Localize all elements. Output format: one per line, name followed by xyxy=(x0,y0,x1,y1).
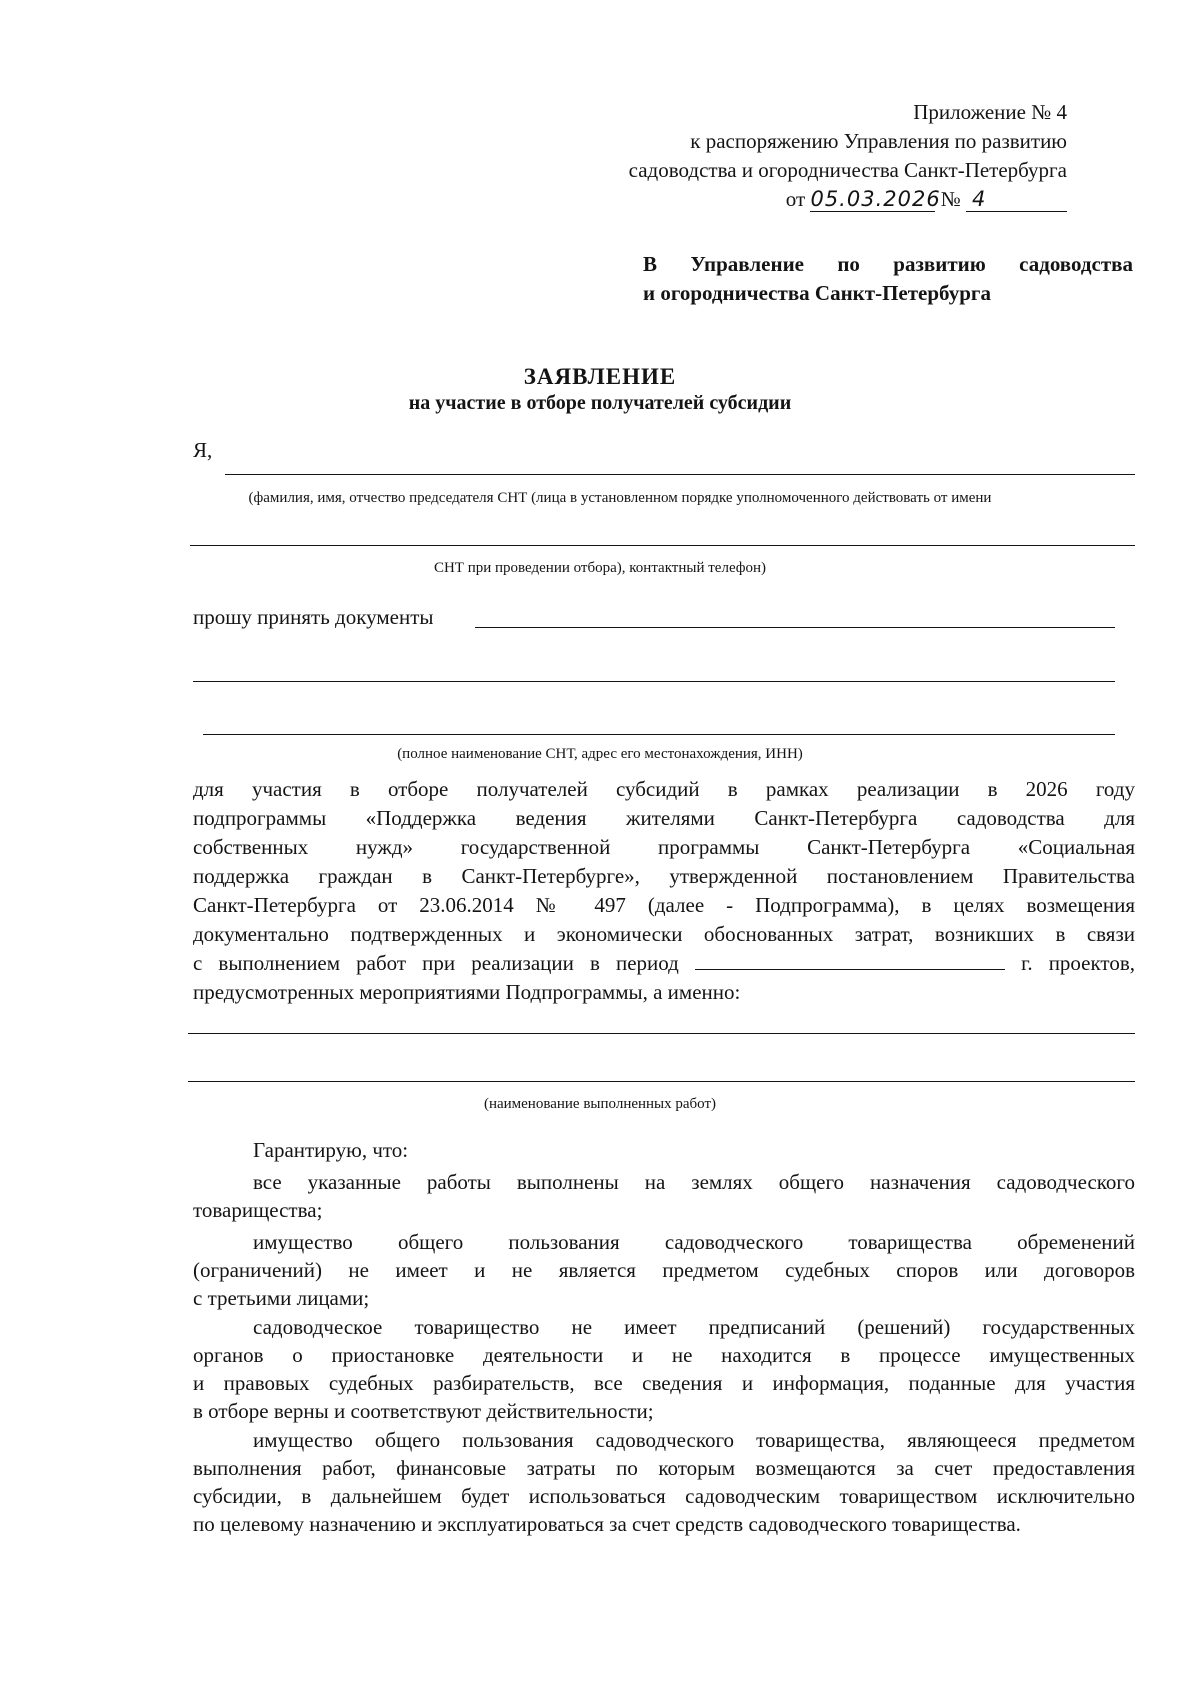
guarantee-row: имущество общего пользования садоводческого товарищества, являющееся предметом xyxy=(253,1428,1135,1452)
period-label: с выполнением работ при реализации в период xyxy=(193,951,679,975)
guarantee-row: (ограничений) не имеет и не является предметом судебных споров или договоров xyxy=(193,1258,1135,1282)
guarantee-row: выполнения работ, финансовые затраты по которым возмещаются за счет предоставления xyxy=(193,1456,1135,1480)
documents-line-2 xyxy=(193,681,1115,682)
guarantee-paragraph-4 xyxy=(193,1426,1135,1538)
addressee xyxy=(643,250,1133,308)
applicant-name-line xyxy=(225,474,1135,475)
guarantee-row: в отборе верны и соответствуют действительности; xyxy=(193,1399,654,1423)
period-suffix: г. проектов, xyxy=(1021,951,1135,975)
documents-line-1 xyxy=(475,627,1115,628)
appendix-title: Приложение № 4 xyxy=(913,100,1067,124)
documents-label: прошу принять документы xyxy=(193,605,434,629)
applicant-caption-1: (фамилия, имя, отчество председателя СНТ (лица в установленном порядке уполномоченного действовать от имени xyxy=(248,490,992,506)
guarantee-row: все указанные работы выполнены на землях общего назначения садоводческого xyxy=(253,1170,1135,1194)
guarantee-row: органов о приостановке деятельности и не находится в процессе имущественных xyxy=(193,1343,1135,1367)
purpose-row: документально подтвержденных и экономически обоснованных затрат, возникших в связи xyxy=(193,922,1135,946)
appendix-date-line xyxy=(447,185,1067,214)
guarantee-row: садоводческое товарищество не имеет предписаний (решений) государственных xyxy=(253,1315,1135,1339)
addressee-line-2: и огородничества Санкт-Петербурга xyxy=(643,281,991,305)
purpose-row: Санкт-Петербурга от 23.06.2014 № 497 (далее - Подпрограмма), в целях возмещения xyxy=(193,893,1135,917)
date-value: 05.03.2026 xyxy=(810,187,941,211)
works-line-2 xyxy=(188,1081,1135,1082)
document-subtitle: на участие в отборе получателей субсидии xyxy=(408,392,792,414)
guarantee-row: по целевому назначению и эксплуатироваться за счет средств садоводческого товарищества. xyxy=(193,1512,1021,1536)
documents-line-3 xyxy=(203,734,1115,735)
guarantee-paragraph-2 xyxy=(193,1228,1135,1312)
guarantee-paragraph-1 xyxy=(193,1168,1135,1224)
purpose-row: собственных нужд» государственной программы Санкт-Петербурга «Социальная xyxy=(193,835,1135,859)
guarantee-row: товарищества; xyxy=(193,1198,323,1222)
number-prefix: № xyxy=(940,187,961,211)
document-title: ЗАЯВЛЕНИЕ xyxy=(523,364,677,389)
purpose-row: подпрограммы «Поддержка ведения жителями Санкт-Петербурга садоводства для xyxy=(193,806,1135,830)
appendix-order-line: к распоряжению Управления по развитию xyxy=(690,129,1067,153)
period-blank xyxy=(695,951,1005,970)
number-value: 4 xyxy=(966,187,1067,212)
applicant-caption-2: СНТ при проведении отбора), контактный телефон) xyxy=(433,560,767,576)
purpose-row: предусмотренных мероприятиями Подпрограммы, а именно: xyxy=(193,980,741,1004)
guarantee-paragraph-3 xyxy=(193,1313,1135,1425)
documents-caption: (полное наименование СНТ, адрес его местонахождения, ИНН) xyxy=(397,746,803,762)
works-caption: (наименование выполненных работ) xyxy=(483,1096,717,1112)
purpose-row: поддержка граждан в Санкт-Петербурге», утвержденной постановлением Правительства xyxy=(193,864,1135,888)
addressee-line-1: В Управление по развитию садоводства xyxy=(643,252,1133,276)
guarantee-row: субсидии, в дальнейшем будет использоваться садоводческим товариществом исключительно xyxy=(193,1484,1135,1508)
purpose-period-row xyxy=(193,949,1135,978)
guarantee-intro: Гарантирую, что: xyxy=(253,1138,409,1162)
purpose-row: для участия в отборе получателей субсидий в рамках реализации в 2026 году xyxy=(193,777,1135,801)
works-line-1 xyxy=(188,1033,1135,1034)
guarantee-row: и правовых судебных разбирательств, все сведения и информация, поданные для участия xyxy=(193,1371,1135,1395)
appendix-header xyxy=(447,98,1067,214)
appendix-department-line: садоводства и огородничества Санкт-Петербурга xyxy=(628,158,1067,182)
guarantee-row: имущество общего пользования садоводческого товарищества обременений xyxy=(253,1230,1135,1254)
guarantee-row: с третьими лицами; xyxy=(193,1286,370,1310)
applicant-ya: Я, xyxy=(193,438,213,462)
purpose-paragraph xyxy=(193,775,1135,1007)
date-prefix: от xyxy=(785,187,806,211)
applicant-name-line-2 xyxy=(190,545,1135,546)
